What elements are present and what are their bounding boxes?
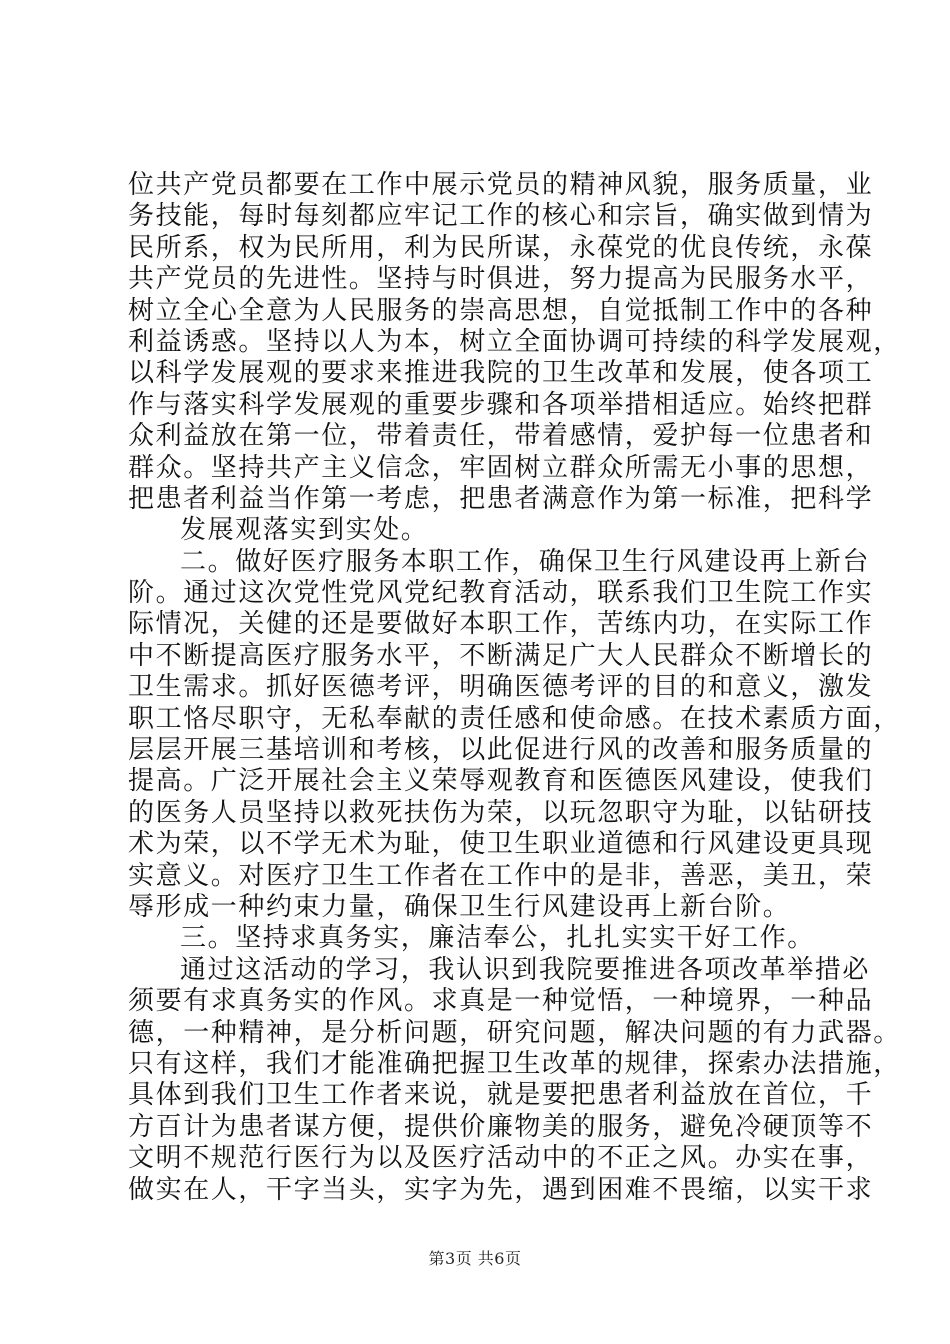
text-line: 具体到我们卫生工作者来说，就是要把患者利益放在首位，千 [128,1080,874,1111]
text-line: 辱形成一种约束力量，确保卫生行风建设再上新台阶。 [128,891,791,922]
text-line: 层层开展三基培训和考核，以此促进行风的改善和服务质量的 [128,735,874,766]
text-line: 以科学发展观的要求来推进我院的卫生改革和发展，使各项工 [128,358,874,389]
text-line: 德，一种精神，是分析问题，研究问题，解决问题的有力武器。 [128,1017,901,1048]
text-line: 通过这活动的学习，我认识到我院要推进各项改革举措必 [180,954,871,985]
text-line: 众利益放在第一位，带着责任，带着感情，爱护每一位患者和 [128,421,874,452]
text-line: 树立全心全意为人民服务的崇高思想，自觉抵制工作中的各种 [128,295,874,326]
text-line: 发展观落实到实处。 [180,515,429,546]
text-line: 职工恪尽职守，无私奉献的责任感和使命感。在技术素质方面， [128,703,901,734]
text-line: 三。坚持求真务实，廉洁奉公，扎扎实实干好工作。 [180,923,815,954]
text-line: 务技能，每时每刻都应牢记工作的核心和宗旨，确实做到情为 [128,201,874,232]
text-line: 做实在人，干字当头，实字为先，遇到困难不畏缩，以实干求 [128,1174,874,1205]
text-line: 把患者利益当作第一考虑，把患者满意作为第一标准，把科学 [128,483,874,514]
text-line: 中不断提高医疗服务水平，不断满足广大人民群众不断增长的 [128,640,874,671]
text-line: 卫生需求。抓好医德考评，明确医德考评的目的和意义，激发 [128,672,874,703]
body-text [128,170,901,1206]
text-line: 利益诱惑。坚持以人为本，树立全面协调可持续的科学发展观， [128,326,901,357]
text-line: 作与落实科学发展观的重要步骤和各项举措相适应。始终把群 [128,389,874,420]
text-line: 须要有求真务实的作风。求真是一种觉悟，一种境界，一种品 [128,986,874,1017]
text-line: 群众。坚持共产主义信念，牢固树立群众所需无小事的思想， [128,452,874,483]
text-line: 术为荣，以不学无术为耻，使卫生职业道德和行风建设更具现 [128,829,874,860]
text-line: 阶。通过这次党性党风党纪教育活动，联系我们卫生院工作实 [128,578,874,609]
text-line: 民所系，权为民所用，利为民所谋，永葆党的优良传统，永葆 [128,232,874,263]
text-line: 的医务人员坚持以救死扶伤为荣，以玩忽职守为耻，以钻研技 [128,797,874,828]
text-line: 实意义。对医疗卫生工作者在工作中的是非，善恶，美丑，荣 [128,860,874,891]
text-line: 文明不规范行医行为以及医疗活动中的不正之风。办实在事， [128,1143,874,1174]
text-line: 共产党员的先进性。坚持与时俱进，努力提高为民服务水平， [128,264,874,295]
text-line: 际情况，关健的还是要做好本职工作，苦练内功，在实际工作 [128,609,874,640]
text-line: 提高。广泛开展社会主义荣辱观教育和医德医风建设，使我们 [128,766,874,797]
page-number-footer: 第3页 共6页 [428,1249,522,1268]
text-line: 位共产党员都要在工作中展示党员的精神风貌，服务质量，业 [128,170,874,200]
text-line: 方百计为患者谋方便，提供价廉物美的服务，避免冷硬顶等不 [128,1111,874,1142]
text-line: 只有这样，我们才能准确把握卫生改革的规律，探索办法措施， [128,1048,901,1079]
text-line: 二。做好医疗服务本职工作，确保卫生行风建设再上新台 [180,546,871,577]
